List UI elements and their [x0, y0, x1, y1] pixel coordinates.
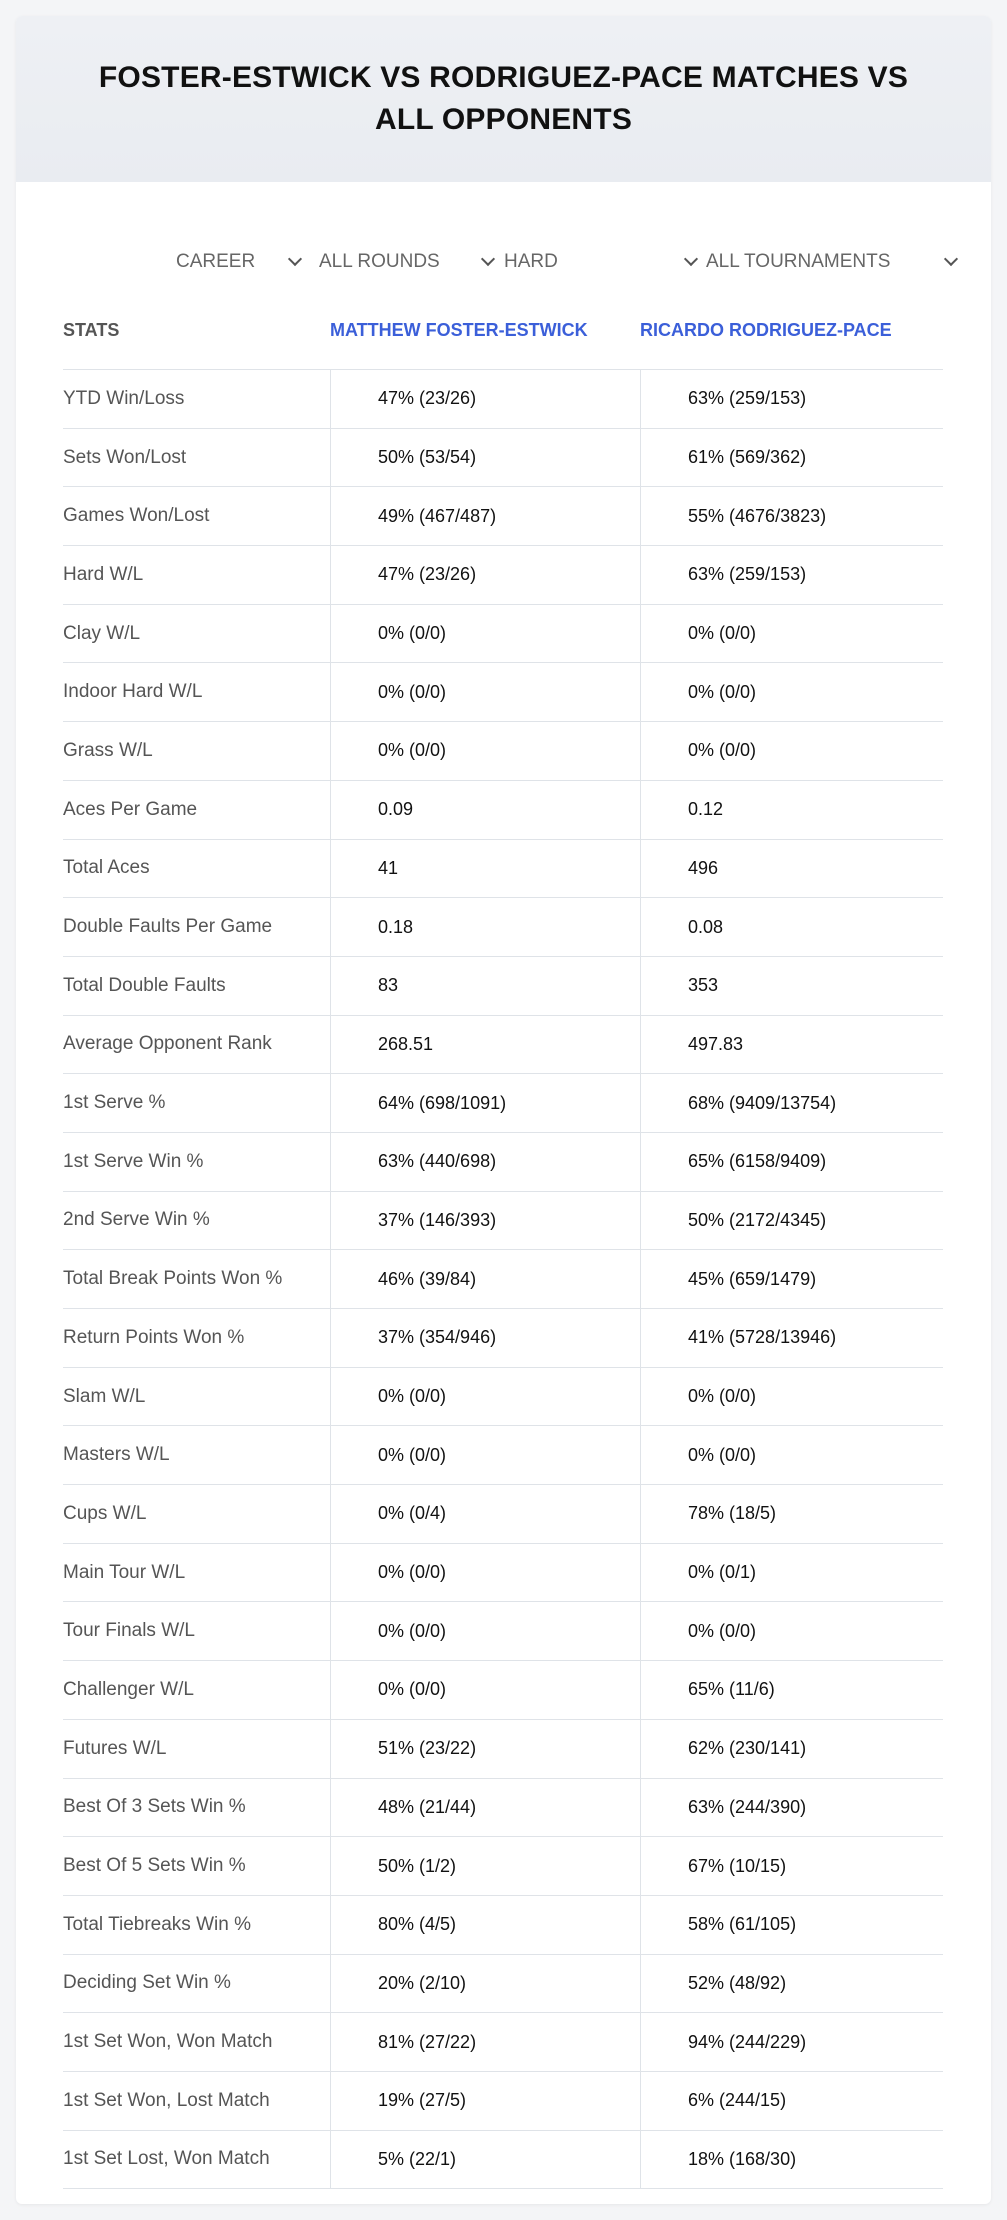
- player2-value: 63% (259/153): [640, 370, 943, 428]
- player1-value: 46% (39/84): [330, 1250, 640, 1308]
- player2-value: 62% (230/141): [640, 1720, 943, 1778]
- stat-label: 2nd Serve Win %: [63, 1209, 210, 1231]
- table-row: [63, 722, 943, 781]
- player2-value: 61% (569/362): [640, 429, 943, 487]
- player2-value: 94% (244/229): [640, 2013, 943, 2071]
- period-select-value: CAREER: [176, 251, 256, 272]
- stat-label: Total Aces: [63, 857, 150, 879]
- player1-value: 41: [330, 840, 640, 898]
- player1-value: 81% (27/22): [330, 2013, 640, 2071]
- player1-value: 47% (23/26): [330, 546, 640, 604]
- player1-value: 49% (467/487): [330, 487, 640, 545]
- player2-value: 55% (4676/3823): [640, 487, 943, 545]
- player1-value: 0% (0/0): [330, 1602, 640, 1660]
- table-row: [63, 1016, 943, 1075]
- stat-label: YTD Win/Loss: [63, 387, 185, 409]
- player1-value: 37% (354/946): [330, 1309, 640, 1367]
- table-row: [63, 370, 943, 429]
- stat-label: 1st Serve %: [63, 1092, 166, 1114]
- table-row: [63, 663, 943, 722]
- stat-label: Games Won/Lost: [63, 505, 210, 527]
- player1-value: 5% (22/1): [330, 2131, 640, 2189]
- period-select[interactable]: [176, 232, 300, 292]
- stat-label: Return Points Won %: [63, 1326, 245, 1348]
- page-title: FOSTER-ESTWICK VS RODRIGUEZ-PACE MATCHES VS ALL OPPONENTS: [98, 61, 909, 136]
- player1-value: 0.18: [330, 898, 640, 956]
- table-row: [63, 1720, 943, 1779]
- player1-value: 0% (0/0): [330, 1661, 640, 1719]
- table-row: [63, 1074, 943, 1133]
- player1-value: 0% (0/0): [330, 722, 640, 780]
- table-row: [63, 1896, 943, 1955]
- table-row: [63, 2072, 943, 2131]
- stat-label: 1st Set Won, Lost Match: [63, 2089, 270, 2111]
- stat-label: Challenger W/L: [63, 1678, 194, 1700]
- player1-value: 268.51: [330, 1016, 640, 1074]
- stat-label: Total Double Faults: [63, 974, 226, 996]
- stat-label: Sets Won/Lost: [63, 446, 187, 468]
- stats-column-header: STATS: [63, 320, 120, 340]
- player1-value: 63% (440/698): [330, 1133, 640, 1191]
- table-row: [63, 1544, 943, 1603]
- table-row: [63, 840, 943, 899]
- table-row: [63, 605, 943, 664]
- stat-label: Aces Per Game: [63, 798, 198, 820]
- stat-label: Futures W/L: [63, 1737, 167, 1759]
- table-row: [63, 1133, 943, 1192]
- player1-value: 51% (23/22): [330, 1720, 640, 1778]
- page-header: [16, 16, 991, 182]
- stat-label: Tour Finals W/L: [63, 1620, 195, 1642]
- player1-value: 0% (0/0): [330, 1426, 640, 1484]
- chevron-down-icon: [481, 252, 495, 266]
- player2-value: 63% (244/390): [640, 1779, 943, 1837]
- table-row: [63, 1192, 943, 1251]
- table-row: [63, 1250, 943, 1309]
- chevron-down-icon: [684, 252, 698, 266]
- round-select-value: ALL ROUNDS: [319, 251, 440, 272]
- table-row: [63, 429, 943, 488]
- player1-value: 37% (146/393): [330, 1192, 640, 1250]
- player1-value: 83: [330, 957, 640, 1015]
- player1-value: 50% (1/2): [330, 1837, 640, 1895]
- player1-value: 80% (4/5): [330, 1896, 640, 1954]
- table-row: [63, 1602, 943, 1661]
- player2-value: 65% (11/6): [640, 1661, 943, 1719]
- table-row: [63, 898, 943, 957]
- player1-value: 0% (0/0): [330, 1368, 640, 1426]
- table-row: [63, 1837, 943, 1896]
- stat-label: Clay W/L: [63, 622, 141, 644]
- round-select[interactable]: [319, 232, 493, 292]
- table-body: [63, 370, 943, 2189]
- player2-value: 6% (244/15): [640, 2072, 943, 2130]
- player2-value: 0% (0/1): [640, 1544, 943, 1602]
- table-row: [63, 546, 943, 605]
- table-row: [63, 2013, 943, 2072]
- player1-value: 0% (0/0): [330, 1544, 640, 1602]
- player1-value: 20% (2/10): [330, 1955, 640, 2013]
- stat-label: Main Tour W/L: [63, 1561, 186, 1583]
- stats-table: [63, 292, 943, 2189]
- player1-value: 50% (53/54): [330, 429, 640, 487]
- table-row: [63, 1661, 943, 1720]
- player1-value: 0.09: [330, 781, 640, 839]
- player2-value: 0% (0/0): [640, 1426, 943, 1484]
- player1-link[interactable]: MATTHEW FOSTER-ESTWICK: [330, 320, 588, 340]
- player2-value: 68% (9409/13754): [640, 1074, 943, 1132]
- player2-value: 52% (48/92): [640, 1955, 943, 2013]
- player1-value: 47% (23/26): [330, 370, 640, 428]
- stat-label: Total Tiebreaks Win %: [63, 1913, 251, 1935]
- stat-label: 1st Serve Win %: [63, 1150, 204, 1172]
- stat-label: Average Opponent Rank: [63, 1033, 272, 1055]
- stat-label: Grass W/L: [63, 739, 153, 761]
- table-row: [63, 1309, 943, 1368]
- surface-select-value: HARD: [504, 251, 558, 272]
- table-row: [63, 781, 943, 840]
- player2-value: 0% (0/0): [640, 722, 943, 780]
- stat-label: 1st Set Lost, Won Match: [63, 2148, 270, 2170]
- tournament-select-value: ALL TOURNAMENTS: [706, 251, 891, 272]
- player2-value: 41% (5728/13946): [640, 1309, 943, 1367]
- stat-label: Indoor Hard W/L: [63, 681, 203, 703]
- table-row: [63, 1779, 943, 1838]
- player2-value: 0% (0/0): [640, 1368, 943, 1426]
- stat-label: Total Break Points Won %: [63, 1268, 283, 1290]
- filter-bar: [16, 232, 991, 292]
- player1-value: 19% (27/5): [330, 2072, 640, 2130]
- stat-label: Hard W/L: [63, 563, 144, 585]
- stat-label: Cups W/L: [63, 1502, 147, 1524]
- player2-value: 78% (18/5): [640, 1485, 943, 1543]
- table-row: [63, 1955, 943, 2014]
- player1-value: 0% (0/4): [330, 1485, 640, 1543]
- stat-label: Best Of 3 Sets Win %: [63, 1796, 246, 1818]
- table-row: [63, 487, 943, 546]
- player2-value: 67% (10/15): [640, 1837, 943, 1895]
- table-row: [63, 1426, 943, 1485]
- player2-value: 65% (6158/9409): [640, 1133, 943, 1191]
- tournament-select[interactable]: [706, 232, 956, 292]
- table-row: [63, 2131, 943, 2190]
- table-row: [63, 1485, 943, 1544]
- player1-value: 0% (0/0): [330, 605, 640, 663]
- stat-label: Double Faults Per Game: [63, 916, 273, 938]
- player2-value: 63% (259/153): [640, 546, 943, 604]
- player2-value: 58% (61/105): [640, 1896, 943, 1954]
- player2-value: 18% (168/30): [640, 2131, 943, 2189]
- chevron-down-icon: [288, 252, 302, 266]
- player2-link[interactable]: RICARDO RODRIGUEZ-PACE: [640, 320, 892, 340]
- player1-value: 64% (698/1091): [330, 1074, 640, 1132]
- stat-label: Slam W/L: [63, 1385, 146, 1407]
- table-row: [63, 1368, 943, 1427]
- surface-select[interactable]: [504, 232, 696, 292]
- player2-value: 0% (0/0): [640, 605, 943, 663]
- player2-value: 496: [640, 840, 943, 898]
- table-row: [63, 957, 943, 1016]
- player2-value: 45% (659/1479): [640, 1250, 943, 1308]
- stats-card: [16, 16, 991, 2204]
- player2-value: 0% (0/0): [640, 663, 943, 721]
- table-header: [63, 292, 943, 370]
- player2-value: 50% (2172/4345): [640, 1192, 943, 1250]
- player2-value: 0% (0/0): [640, 1602, 943, 1660]
- chevron-down-icon: [944, 252, 958, 266]
- stat-label: 1st Set Won, Won Match: [63, 2031, 273, 2053]
- player1-value: 48% (21/44): [330, 1779, 640, 1837]
- player2-value: 0.12: [640, 781, 943, 839]
- stat-label: Best Of 5 Sets Win %: [63, 1855, 246, 1877]
- player1-value: 0% (0/0): [330, 663, 640, 721]
- player2-value: 0.08: [640, 898, 943, 956]
- player2-value: 353: [640, 957, 943, 1015]
- player2-value: 497.83: [640, 1016, 943, 1074]
- stat-label: Deciding Set Win %: [63, 1972, 231, 1994]
- stat-label: Masters W/L: [63, 1444, 170, 1466]
